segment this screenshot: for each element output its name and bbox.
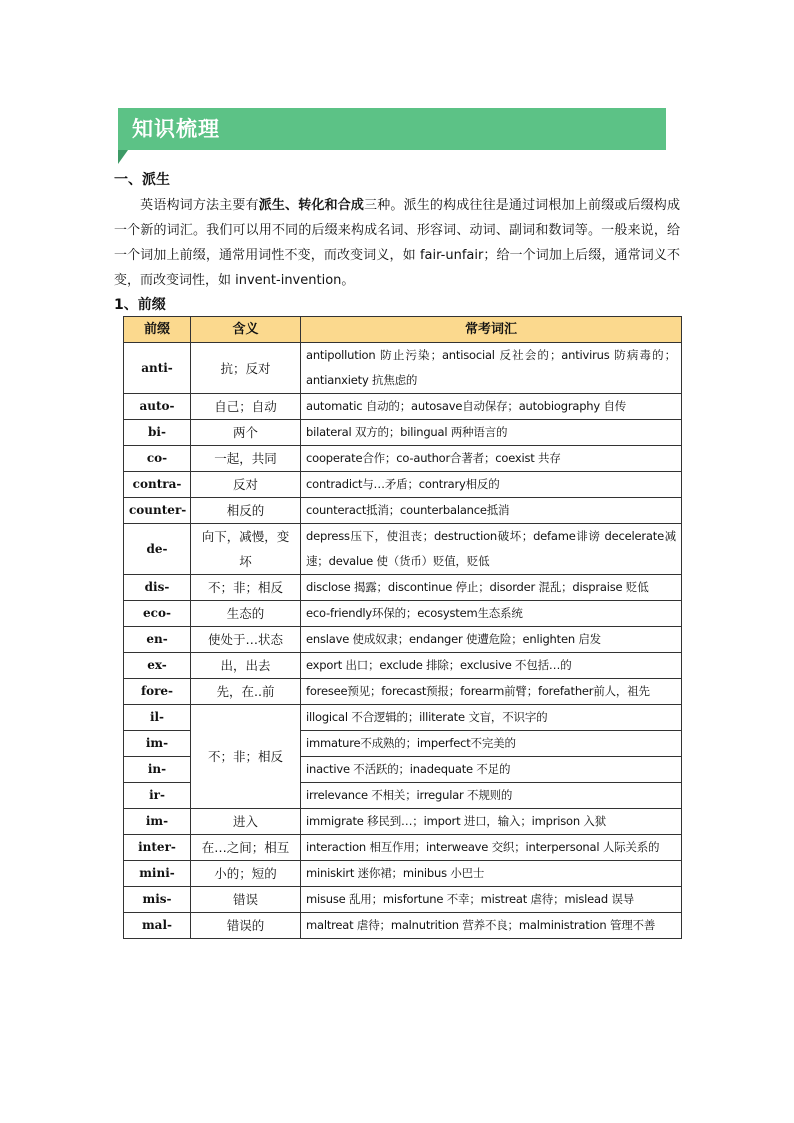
- words-cell: cooperate合作；co-author合著者；coexist 共存: [301, 446, 682, 472]
- prefix-cell: ir-: [124, 783, 191, 809]
- prefix-cell: eco-: [124, 601, 191, 627]
- table-row: [124, 705, 682, 731]
- table-row: [124, 575, 682, 601]
- prefix-cell: mis-: [124, 887, 191, 913]
- prefix-table: [123, 316, 682, 939]
- prefix-cell: mal-: [124, 913, 191, 939]
- banner-fold: [118, 150, 128, 164]
- table-row: [124, 887, 682, 913]
- words-cell: illogical 不合逻辑的；illiterate 文盲，不识字的: [301, 705, 682, 731]
- subsection-heading-prefix: 1、前缀: [114, 297, 166, 313]
- meaning-cell: 错误: [191, 887, 301, 913]
- table-row: [124, 394, 682, 420]
- meaning-cell: 自己；自动: [191, 394, 301, 420]
- header-meaning: 含义: [191, 317, 301, 343]
- table-row: [124, 679, 682, 705]
- table-row: [124, 498, 682, 524]
- intro-text-bold: 派生、转化和合成: [258, 198, 365, 213]
- words-cell: foresee预见；forecast预报；forearm前臂；forefather前人，祖先: [301, 679, 682, 705]
- meaning-cell: 两个: [191, 420, 301, 446]
- words-cell: irrelevance 不相关；irregular 不规则的: [301, 783, 682, 809]
- prefix-cell: anti-: [124, 343, 191, 394]
- header-words: 常考词汇: [301, 317, 682, 343]
- words-cell: depress压下，使沮丧；destruction破坏；defame诽谤 decelerate减速；devalue 使（货币）贬值，贬低: [301, 524, 682, 575]
- meaning-cell: 进入: [191, 809, 301, 835]
- meaning-cell: 先，在..前: [191, 679, 301, 705]
- table-row: [124, 420, 682, 446]
- section-banner: [118, 108, 666, 150]
- prefix-cell: dis-: [124, 575, 191, 601]
- meaning-cell: 抗；反对: [191, 343, 301, 394]
- intro-text-1: 英语构词方法主要有: [140, 198, 259, 213]
- prefix-cell: inter-: [124, 835, 191, 861]
- meaning-cell: 在…之间；相互: [191, 835, 301, 861]
- header-prefix: 前缀: [124, 317, 191, 343]
- table-row: [124, 601, 682, 627]
- intro-paragraph: [114, 193, 680, 293]
- words-cell: interaction 相互作用；interweave 交织；interpersonal 人际关系的: [301, 835, 682, 861]
- prefix-cell: auto-: [124, 394, 191, 420]
- prefix-cell: fore-: [124, 679, 191, 705]
- table-row: [124, 913, 682, 939]
- table-row: [124, 653, 682, 679]
- meaning-cell: 向下，减慢，变坏: [191, 524, 301, 575]
- table-row: [124, 627, 682, 653]
- meaning-cell: 不；非；相反: [191, 575, 301, 601]
- meaning-cell: 反对: [191, 472, 301, 498]
- prefix-cell: im-: [124, 731, 191, 757]
- meaning-cell: 出，出去: [191, 653, 301, 679]
- prefix-cell: de-: [124, 524, 191, 575]
- prefix-cell: bi-: [124, 420, 191, 446]
- table-header-row: [124, 317, 682, 343]
- words-cell: bilateral 双方的；bilingual 两种语言的: [301, 420, 682, 446]
- words-cell: disclose 揭露；discontinue 停止；disorder 混乱；dispraise 贬低: [301, 575, 682, 601]
- words-cell: inactive 不活跃的；inadequate 不足的: [301, 757, 682, 783]
- words-cell: automatic 自动的；autosave自动保存；autobiography 自传: [301, 394, 682, 420]
- meaning-cell: 错误的: [191, 913, 301, 939]
- table-row: [124, 446, 682, 472]
- prefix-cell: mini-: [124, 861, 191, 887]
- prefix-cell: co-: [124, 446, 191, 472]
- table-row: [124, 343, 682, 394]
- prefix-cell: im-: [124, 809, 191, 835]
- table-row: [124, 472, 682, 498]
- prefix-cell: il-: [124, 705, 191, 731]
- words-cell: export 出口；exclude 排除；exclusive 不包括…的: [301, 653, 682, 679]
- prefix-cell: en-: [124, 627, 191, 653]
- words-cell: immigrate 移民到…；import 进口，输入；imprison 入狱: [301, 809, 682, 835]
- meaning-cell-merged: 不；非；相反: [191, 705, 301, 809]
- table-row: [124, 835, 682, 861]
- meaning-cell: 相反的: [191, 498, 301, 524]
- words-cell: antipollution 防止污染；antisocial 反社会的；antivirus 防病毒的；antianxiety 抗焦虑的: [301, 343, 682, 394]
- prefix-cell: in-: [124, 757, 191, 783]
- section-heading-derivation: 一、派生: [114, 172, 170, 188]
- meaning-cell: 使处于…状态: [191, 627, 301, 653]
- words-cell: maltreat 虐待；malnutrition 营养不良；malministration 管理不善: [301, 913, 682, 939]
- prefix-cell: ex-: [124, 653, 191, 679]
- words-cell: enslave 使成奴隶；endanger 使遭危险；enlighten 启发: [301, 627, 682, 653]
- words-cell: immature不成熟的；imperfect不完美的: [301, 731, 682, 757]
- table-row: [124, 861, 682, 887]
- meaning-cell: 小的；短的: [191, 861, 301, 887]
- meaning-cell: 生态的: [191, 601, 301, 627]
- prefix-cell: counter-: [124, 498, 191, 524]
- table-row: [124, 809, 682, 835]
- words-cell: misuse 乱用；misfortune 不幸；mistreat 虐待；mislead 误导: [301, 887, 682, 913]
- words-cell: counteract抵消；counterbalance抵消: [301, 498, 682, 524]
- words-cell: eco-friendly环保的；ecosystem生态系统: [301, 601, 682, 627]
- prefix-cell: contra-: [124, 472, 191, 498]
- words-cell: miniskirt 迷你裙；minibus 小巴士: [301, 861, 682, 887]
- table-row: [124, 524, 682, 575]
- meaning-cell: 一起，共同: [191, 446, 301, 472]
- intro-text-2: 三种。派生的构成往往是通过词根加上前缀或后缀构成一个新的词汇。我们可以用不同的后缀来构成名词、形容词、动词、副词和数词等。一般来说，给一个词加上前缀，通常用词性不变，而改变词义，如 fair-unfair；给一个词加上后缀，通常词义不变，而改变词性，如 invent-invention。: [114, 198, 680, 288]
- banner-title: 知识梳理: [132, 117, 220, 141]
- words-cell: contradict与…矛盾；contrary相反的: [301, 472, 682, 498]
